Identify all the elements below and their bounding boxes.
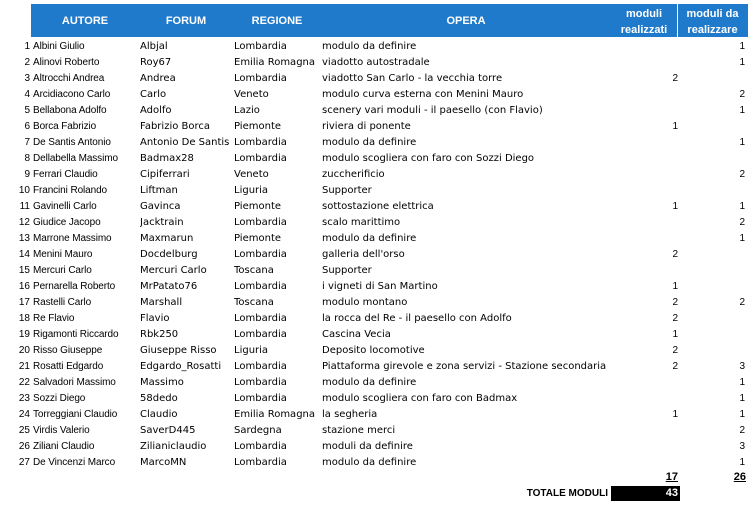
- cell-opera: modulo curva esterna con Menini Mauro: [322, 89, 524, 100]
- cell-moduli-realizzati: 2: [672, 361, 678, 372]
- cell-moduli-da-realizzare: 2: [739, 425, 745, 436]
- table-row: [0, 454, 748, 470]
- cell-autore: Altrocchi Andrea: [33, 73, 105, 84]
- cell-opera: modulo da definire: [322, 233, 417, 244]
- cell-moduli-da-realizzare: [680, 247, 745, 262]
- header-regione: REGIONE: [251, 15, 303, 27]
- table-row: [0, 406, 748, 422]
- cell-moduli-realizzati: [612, 167, 678, 182]
- cell-regione: Lombardia: [234, 329, 287, 340]
- cell-opera: Piattaforma girevole e zona servizi - Stazione secondaria: [322, 361, 607, 372]
- cell-moduli-da-realizzare: [680, 263, 745, 278]
- header-moduli-realizzati-line1: moduli: [625, 8, 663, 20]
- cell-opera: Supporter: [322, 185, 372, 196]
- total-value: 43: [665, 487, 678, 499]
- cell-opera: Supporter: [322, 265, 372, 276]
- table-row: [0, 230, 748, 246]
- cell-autore: Mercuri Carlo: [33, 265, 92, 276]
- cell-moduli-da-realizzare: [680, 183, 745, 198]
- header-moduli-realizzati: [611, 6, 677, 38]
- table-row: [0, 358, 748, 374]
- table-body: [0, 38, 748, 470]
- row-number: 5: [24, 105, 30, 116]
- table-row: [0, 278, 748, 294]
- cell-moduli-da-realizzare: 1: [739, 41, 745, 52]
- cell-regione: Lombardia: [234, 217, 287, 228]
- cell-autore: Rigamonti Riccardo: [33, 329, 119, 340]
- cell-moduli-realizzati: 2: [672, 297, 678, 308]
- cell-forum: Flavio: [140, 313, 170, 324]
- row-number: 8: [24, 153, 30, 164]
- cell-moduli-da-realizzare: 1: [739, 393, 745, 404]
- row-number: 19: [18, 329, 30, 340]
- row-number: 3: [24, 73, 30, 84]
- table-row: [0, 70, 748, 86]
- table-row: [0, 438, 748, 454]
- table-row: [0, 214, 748, 230]
- cell-moduli-realizzati: [612, 263, 678, 278]
- table-row: [0, 102, 748, 118]
- row-number: 16: [18, 281, 30, 292]
- cell-autore: Sozzi Diego: [33, 393, 86, 404]
- cell-regione: Toscana: [234, 297, 274, 308]
- cell-opera: moduli da definire: [322, 441, 413, 452]
- cell-regione: Lombardia: [234, 153, 287, 164]
- cell-opera: scalo marittimo: [322, 217, 401, 228]
- cell-forum: Massimo: [140, 377, 184, 388]
- cell-opera: galleria dell'orso: [322, 249, 405, 260]
- cell-moduli-da-realizzare: 1: [739, 57, 745, 68]
- cell-forum: Badmax28: [140, 153, 194, 164]
- cell-autore: Salvadori Massimo: [33, 377, 116, 388]
- header-opera: OPERA: [446, 15, 486, 27]
- cell-forum: Mercuri Carlo: [140, 265, 207, 276]
- cell-forum: 58dedo: [140, 393, 178, 404]
- total-realizzati: 17: [665, 471, 678, 483]
- cell-forum: Fabrizio Borca: [140, 121, 211, 132]
- cell-forum: MrPatato76: [140, 281, 198, 292]
- cell-regione: Lombardia: [234, 313, 287, 324]
- cell-moduli-da-realizzare: 1: [739, 137, 745, 148]
- cell-autore: Albini Giulio: [33, 41, 85, 52]
- cell-moduli-realizzati: [612, 135, 678, 150]
- cell-moduli-realizzati: [612, 183, 678, 198]
- cell-moduli-realizzati: [612, 439, 678, 454]
- cell-regione: Emilia Romagna: [234, 57, 316, 68]
- cell-forum: Rbk250: [140, 329, 179, 340]
- cell-opera: scenery vari moduli - il paesello (con Flavio): [322, 105, 543, 116]
- row-number: 7: [24, 137, 30, 148]
- cell-moduli-da-realizzare: 1: [739, 409, 745, 420]
- cell-moduli-realizzati: 2: [672, 313, 678, 324]
- row-number: 11: [19, 201, 30, 212]
- row-number: 26: [18, 441, 30, 452]
- cell-opera: Cascina Vecia: [322, 329, 391, 340]
- cell-regione: Lombardia: [234, 73, 287, 84]
- row-number: 27: [18, 457, 30, 468]
- cell-forum: Edgardo_Rosatti: [140, 361, 222, 372]
- table-row: [0, 326, 748, 342]
- cell-regione: Toscana: [234, 265, 274, 276]
- cell-moduli-realizzati: 1: [672, 281, 678, 292]
- cell-moduli-realizzati: 2: [672, 345, 678, 356]
- table-row: [0, 86, 748, 102]
- cell-forum: Gavinca: [140, 201, 181, 212]
- cell-autore: Rastelli Carlo: [33, 297, 92, 308]
- cell-opera: sottostazione elettrica: [322, 201, 434, 212]
- cell-autore: Pernarella Roberto: [33, 281, 116, 292]
- cell-forum: Giuseppe Risso: [140, 345, 217, 356]
- cell-moduli-realizzati: [612, 151, 678, 166]
- cell-moduli-realizzati: [612, 87, 678, 102]
- table-row: [0, 294, 748, 310]
- row-number: 2: [24, 57, 30, 68]
- table-row: [0, 38, 748, 54]
- cell-forum: Adolfo: [140, 105, 172, 116]
- cell-regione: Veneto: [234, 169, 269, 180]
- cell-autore: Re Flavio: [33, 313, 75, 324]
- cell-moduli-da-realizzare: 1: [739, 105, 745, 116]
- table-row: [0, 54, 748, 70]
- header-forum: FORUM: [165, 15, 207, 27]
- cell-opera: modulo scogliera con faro con Sozzi Diego: [322, 153, 535, 164]
- cell-autore: Giudice Jacopo: [33, 217, 101, 228]
- cell-moduli-da-realizzare: [680, 343, 745, 358]
- row-number: 15: [18, 265, 30, 276]
- header-moduli-da-realizzare: [677, 6, 748, 38]
- row-number: 1: [24, 41, 30, 52]
- cell-opera: viadotto San Carlo - la vecchia torre: [322, 73, 503, 84]
- cell-moduli-da-realizzare: [680, 71, 745, 86]
- cell-moduli-da-realizzare: [680, 151, 745, 166]
- cell-regione: Lombardia: [234, 361, 287, 372]
- cell-moduli-realizzati: [612, 391, 678, 406]
- cell-regione: Lombardia: [234, 377, 287, 388]
- cell-autore: Marrone Massimo: [33, 233, 112, 244]
- cell-autore: Ziliani Claudio: [33, 441, 95, 452]
- total-da-realizzare: 26: [733, 471, 746, 483]
- row-number: 21: [18, 361, 30, 372]
- cell-moduli-realizzati: [612, 215, 678, 230]
- table-row: [0, 198, 748, 214]
- header-autore: AUTORE: [61, 15, 109, 27]
- cell-autore: De Santis Antonio: [33, 137, 111, 148]
- cell-moduli-realizzati: [612, 375, 678, 390]
- cell-forum: Albjal: [140, 41, 168, 52]
- cell-autore: Risso Giuseppe: [33, 345, 103, 356]
- row-number: 18: [18, 313, 30, 324]
- row-number: 17: [18, 297, 30, 308]
- row-number: 14: [18, 249, 30, 260]
- cell-regione: Liguria: [234, 345, 269, 356]
- table-row: [0, 262, 748, 278]
- table-row: [0, 150, 748, 166]
- table-row: [0, 422, 748, 438]
- cell-regione: Lombardia: [234, 137, 287, 148]
- cell-moduli-realizzati: [612, 55, 678, 70]
- cell-autore: Gavinelli Carlo: [33, 201, 97, 212]
- table-header: [31, 4, 748, 37]
- row-number: 6: [24, 121, 30, 132]
- row-number: 23: [18, 393, 30, 404]
- cell-opera: zuccherificio: [322, 169, 385, 180]
- cell-regione: Lombardia: [234, 249, 287, 260]
- cell-forum: Cipiferrari: [140, 169, 190, 180]
- cell-moduli-da-realizzare: 1: [739, 201, 745, 212]
- table-row: [0, 118, 748, 134]
- total-label: TOTALE MODULI: [526, 488, 608, 499]
- cell-moduli-da-realizzare: 3: [739, 441, 745, 452]
- table-row: [0, 246, 748, 262]
- cell-autore: Borca Fabrizio: [33, 121, 97, 132]
- header-moduli-da-realizzare-line2: realizzare: [687, 24, 738, 36]
- row-number: 9: [24, 169, 30, 180]
- cell-regione: Lombardia: [234, 441, 287, 452]
- cell-autore: Bellabona Adolfo: [33, 105, 107, 116]
- cell-opera: Deposito locomotive: [322, 345, 425, 356]
- cell-opera: modulo da definire: [322, 377, 417, 388]
- cell-regione: Lombardia: [234, 41, 287, 52]
- header-moduli-da-realizzare-line1: moduli da: [686, 8, 739, 20]
- cell-forum: Roy67: [140, 57, 172, 68]
- cell-forum: SaverD445: [140, 425, 196, 436]
- cell-autore: Francini Rolando: [33, 185, 107, 196]
- cell-autore: De Vincenzi Marco: [33, 457, 116, 468]
- cell-moduli-realizzati: 1: [672, 121, 678, 132]
- cell-regione: Veneto: [234, 89, 269, 100]
- cell-forum: Carlo: [140, 89, 167, 100]
- cell-opera: la segheria: [322, 409, 378, 420]
- cell-moduli-da-realizzare: 1: [739, 457, 745, 468]
- cell-forum: Docdelburg: [140, 249, 198, 260]
- cell-moduli-realizzati: 1: [672, 329, 678, 340]
- header-moduli-realizzati-line2: realizzati: [620, 24, 668, 36]
- cell-autore: Menini Mauro: [33, 249, 93, 260]
- cell-forum: Jacktrain: [140, 217, 184, 228]
- table-row: [0, 374, 748, 390]
- cell-moduli-da-realizzare: 2: [739, 297, 745, 308]
- cell-forum: MarcoMN: [140, 457, 187, 468]
- cell-opera: modulo scogliera con faro con Badmax: [322, 393, 518, 404]
- cell-regione: Lombardia: [234, 457, 287, 468]
- cell-autore: Dellabella Massimo: [33, 153, 118, 164]
- cell-forum: Claudio: [140, 409, 178, 420]
- table-row: [0, 182, 748, 198]
- cell-moduli-realizzati: 1: [672, 201, 678, 212]
- cell-forum: Andrea: [140, 73, 176, 84]
- cell-moduli-da-realizzare: 1: [739, 233, 745, 244]
- cell-autore: Ferrari Claudio: [33, 169, 98, 180]
- table-row: [0, 166, 748, 182]
- cell-moduli-da-realizzare: 2: [739, 169, 745, 180]
- table-row: [0, 134, 748, 150]
- cell-autore: Alinovi Roberto: [33, 57, 100, 68]
- row-number: 22: [18, 377, 30, 388]
- cell-moduli-realizzati: 1: [672, 409, 678, 420]
- row-number: 24: [18, 409, 30, 420]
- cell-forum: Liftman: [140, 185, 178, 196]
- row-number: 10: [18, 185, 30, 196]
- table-row: [0, 310, 748, 326]
- cell-autore: Arcidiacono Carlo: [33, 89, 111, 100]
- cell-opera: la rocca del Re - il paesello con Adolfo: [322, 313, 512, 324]
- cell-moduli-realizzati: [612, 231, 678, 246]
- row-number: 4: [24, 89, 30, 100]
- cell-moduli-da-realizzare: 2: [739, 89, 745, 100]
- cell-moduli-da-realizzare: 1: [739, 377, 745, 388]
- row-number: 12: [18, 217, 30, 228]
- cell-autore: Rosatti Edgardo: [33, 361, 104, 372]
- cell-forum: Antonio De Santis: [140, 137, 230, 148]
- cell-regione: Liguria: [234, 185, 269, 196]
- cell-moduli-realizzati: [612, 103, 678, 118]
- cell-forum: Marshall: [140, 297, 183, 308]
- cell-opera: modulo da definire: [322, 137, 417, 148]
- cell-regione: Emilia Romagna: [234, 409, 316, 420]
- cell-opera: modulo da definire: [322, 41, 417, 52]
- cell-moduli-da-realizzare: [680, 311, 745, 326]
- table-row: [0, 390, 748, 406]
- cell-opera: viadotto autostradale: [322, 57, 430, 68]
- cell-moduli-da-realizzare: 2: [739, 217, 745, 228]
- cell-moduli-da-realizzare: 3: [739, 361, 745, 372]
- cell-moduli-realizzati: [612, 423, 678, 438]
- cell-regione: Lombardia: [234, 281, 287, 292]
- cell-autore: Virdis Valerio: [33, 425, 90, 436]
- cell-regione: Sardegna: [234, 425, 282, 436]
- cell-moduli-da-realizzare: [680, 327, 745, 342]
- cell-moduli-realizzati: 2: [672, 249, 678, 260]
- cell-moduli-realizzati: [612, 455, 678, 470]
- cell-regione: Lazio: [234, 105, 260, 116]
- cell-moduli-realizzati: [612, 39, 678, 54]
- cell-moduli-da-realizzare: [680, 279, 745, 294]
- cell-forum: Maxmarun: [140, 233, 194, 244]
- cell-autore: Torreggiani Claudio: [33, 409, 118, 420]
- cell-forum: Zilianiclaudio: [140, 441, 207, 452]
- cell-regione: Piemonte: [234, 233, 282, 244]
- table-row: [0, 342, 748, 358]
- cell-opera: modulo da definire: [322, 457, 417, 468]
- cell-regione: Piemonte: [234, 121, 282, 132]
- cell-moduli-realizzati: 2: [672, 73, 678, 84]
- cell-moduli-da-realizzare: [680, 119, 745, 134]
- cell-regione: Lombardia: [234, 393, 287, 404]
- cell-regione: Piemonte: [234, 201, 282, 212]
- cell-opera: i vigneti di San Martino: [322, 281, 438, 292]
- cell-opera: modulo montano: [322, 297, 408, 308]
- row-number: 25: [18, 425, 30, 436]
- row-number: 13: [18, 233, 30, 244]
- row-number: 20: [18, 345, 30, 356]
- cell-opera: riviera di ponente: [322, 121, 411, 132]
- cell-opera: stazione merci: [322, 425, 396, 436]
